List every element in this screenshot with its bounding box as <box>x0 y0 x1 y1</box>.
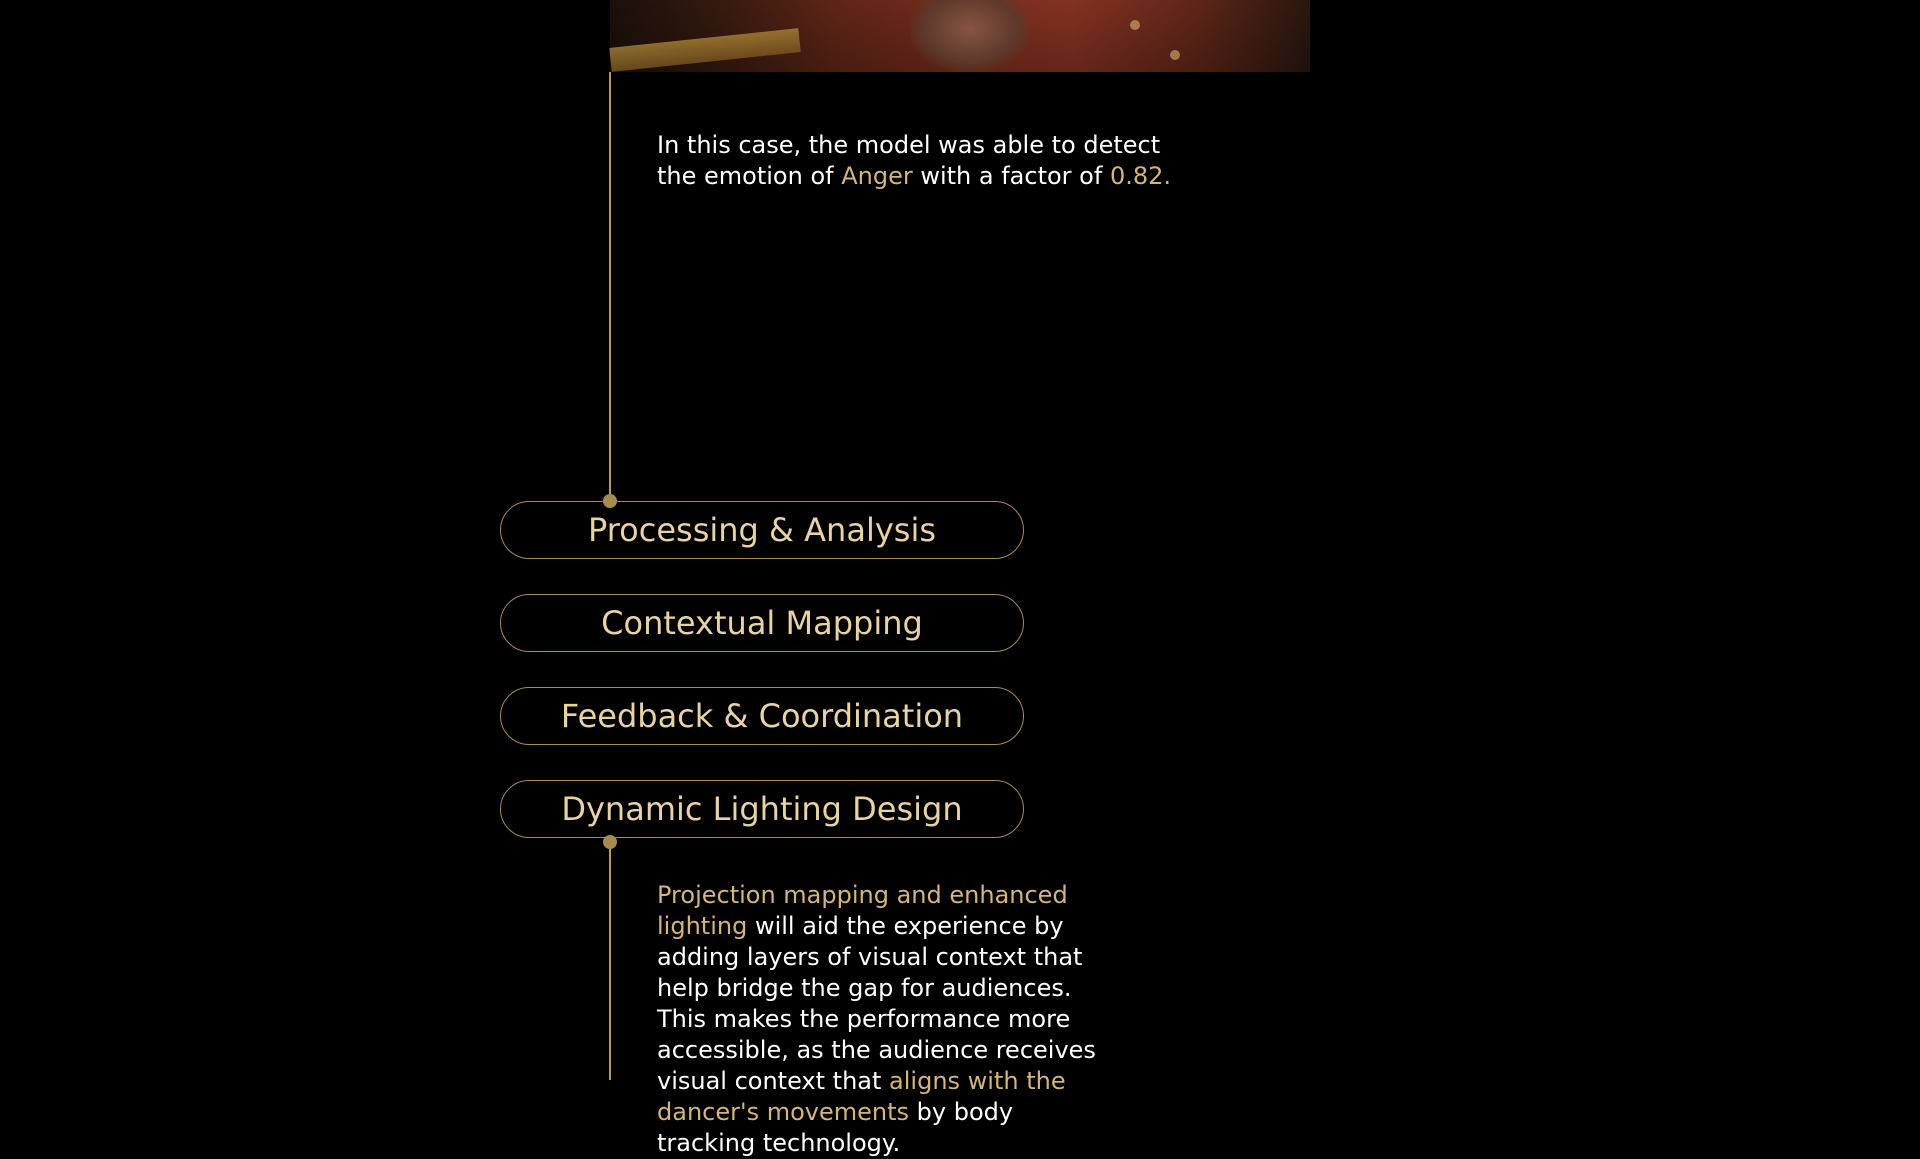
step-feedback-coordination[interactable]: Feedback & Coordination <box>500 687 1024 745</box>
step-processing-analysis[interactable]: Processing & Analysis <box>500 501 1024 559</box>
description-highlight: aligns with the dancer's movements <box>657 1067 1066 1126</box>
caption-prefix: In this case, the model was able to detect the emotion of <box>657 131 1161 190</box>
lighting-description <box>657 880 1107 1159</box>
emotion-factor: 0.82. <box>1109 162 1172 190</box>
step-dynamic-lighting-design[interactable]: Dynamic Lighting Design <box>500 780 1024 838</box>
timeline-line-bottom <box>609 842 611 1080</box>
costume-ornament <box>1130 20 1140 30</box>
dancer-photo <box>610 0 1310 72</box>
emotion-detection-caption <box>657 130 1177 192</box>
step-contextual-mapping[interactable]: Contextual Mapping <box>500 594 1024 652</box>
dancer-hand-gesture <box>910 0 1030 72</box>
description-tail: by body tracking technology. <box>657 1098 1014 1157</box>
timeline-line-top <box>609 72 611 500</box>
costume-ornament <box>1170 50 1180 60</box>
caption-middle: with a factor of <box>912 162 1110 190</box>
description-body: will aid the experience by adding layers of visual context that help bridge the gap for audiences. This makes the performance more accessible, as the audience receives visual context that <box>657 912 1096 1095</box>
detected-emotion: Anger <box>841 162 913 190</box>
description-lead: Projection mapping and enhanced lighting <box>657 881 1068 940</box>
